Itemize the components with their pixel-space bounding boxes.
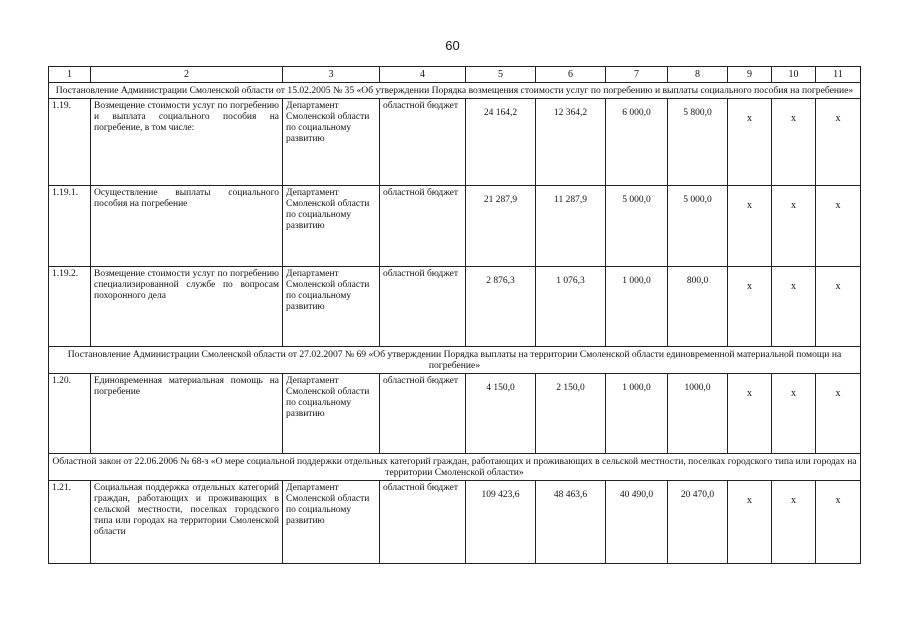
column-header: 11 (816, 67, 861, 83)
row-department: Департамент Смоленской области по социальному развитию (283, 99, 380, 186)
column-header-row (49, 67, 861, 83)
row-number: 1.19.2. (49, 267, 91, 347)
cell-col8: 20 470,0 (668, 481, 728, 564)
cell-col8: 5 800,0 (668, 99, 728, 186)
cell-col6: 2 150,0 (536, 374, 606, 454)
cell-col10: х (772, 374, 816, 454)
cell-col5: 4 150,0 (466, 374, 536, 454)
table-row (49, 267, 861, 347)
row-source: областной бюджет (380, 186, 466, 267)
cell-col10: х (772, 481, 816, 564)
section-heading-row (49, 83, 861, 99)
cell-col6: 1 076,3 (536, 267, 606, 347)
cell-col5: 21 287,9 (466, 186, 536, 267)
section-heading-row (49, 347, 861, 374)
cell-col9: х (728, 481, 772, 564)
cell-col10: х (772, 99, 816, 186)
column-header: 6 (536, 67, 606, 83)
row-number: 1.21. (49, 481, 91, 564)
cell-col6: 12 364,2 (536, 99, 606, 186)
cell-col11: х (816, 186, 861, 267)
cell-col5: 2 876,3 (466, 267, 536, 347)
section-title: Постановление Администрации Смоленской области от 15.02.2005 № 35 «Об утверждении Порядка возмещения стоимости услуг по погребению и выплаты социального пособия на погребение» (49, 83, 861, 99)
row-number: 1.19. (49, 99, 91, 186)
cell-col7: 1 000,0 (606, 267, 668, 347)
row-department: Департамент Смоленской области по социальному развитию (283, 186, 380, 267)
row-source: областной бюджет (380, 481, 466, 564)
cell-col11: х (816, 99, 861, 186)
column-header: 9 (728, 67, 772, 83)
cell-col6: 11 287,9 (536, 186, 606, 267)
cell-col5: 109 423,6 (466, 481, 536, 564)
table-row (49, 481, 861, 564)
column-header: 4 (380, 67, 466, 83)
cell-col11: х (816, 267, 861, 347)
cell-col11: х (816, 481, 861, 564)
row-department: Департамент Смоленской области по социальному развитию (283, 481, 380, 564)
cell-col7: 40 490,0 (606, 481, 668, 564)
row-number: 1.20. (49, 374, 91, 454)
cell-col9: х (728, 186, 772, 267)
column-header: 10 (772, 67, 816, 83)
column-header: 8 (668, 67, 728, 83)
section-heading-row (49, 454, 861, 481)
cell-col10: х (772, 267, 816, 347)
row-department: Департамент Смоленской области по социальному развитию (283, 267, 380, 347)
cell-col11: х (816, 374, 861, 454)
row-source: областной бюджет (380, 99, 466, 186)
page-number: 60 (445, 38, 460, 53)
table-row (49, 374, 861, 454)
cell-col8: 1000,0 (668, 374, 728, 454)
table-row (49, 186, 861, 267)
table-row (49, 99, 861, 186)
column-header: 7 (606, 67, 668, 83)
cell-col9: х (728, 374, 772, 454)
column-header: 2 (91, 67, 283, 83)
row-description: Возмещение стоимости услуг по погребению и выплата социального пособия на погребение, в том числе: (91, 99, 283, 186)
column-header: 3 (283, 67, 380, 83)
section-title: Постановление Администрации Смоленской области от 27.02.2007 № 69 «Об утверждении Порядка выплаты на территории Смоленской области единовременной материальной помощи на погребение» (49, 347, 861, 374)
row-description: Осуществление выплаты социального пособия на погребение (91, 186, 283, 267)
cell-col7: 1 000,0 (606, 374, 668, 454)
row-description: Возмещение стоимости услуг по погребению специализированной службе по вопросам похоронного дела (91, 267, 283, 347)
cell-col10: х (772, 186, 816, 267)
row-source: областной бюджет (380, 374, 466, 454)
row-source: областной бюджет (380, 267, 466, 347)
column-header: 1 (49, 67, 91, 83)
cell-col5: 24 164,2 (466, 99, 536, 186)
cell-col8: 5 000,0 (668, 186, 728, 267)
cell-col7: 5 000,0 (606, 186, 668, 267)
row-department: Департамент Смоленской области по социальному развитию (283, 374, 380, 454)
column-header: 5 (466, 67, 536, 83)
cell-col9: х (728, 99, 772, 186)
budget-table (48, 66, 861, 564)
row-number: 1.19.1. (49, 186, 91, 267)
cell-col9: х (728, 267, 772, 347)
cell-col7: 6 000,0 (606, 99, 668, 186)
cell-col8: 800,0 (668, 267, 728, 347)
row-description: Единовременная материальная помощь на погребение (91, 374, 283, 454)
cell-col6: 48 463,6 (536, 481, 606, 564)
section-title: Областной закон от 22.06.2006 № 68-з «О мере социальной поддержки отдельных категорий граждан, работающих и проживающих в сельской местности, поселках городского типа или городах на территории Смоленской области» (49, 454, 861, 481)
row-description: Социальная поддержка отдельных категорий граждан, работающих и проживающих в сельской местности, поселках городского типа или городах на территории Смоленской области (91, 481, 283, 564)
